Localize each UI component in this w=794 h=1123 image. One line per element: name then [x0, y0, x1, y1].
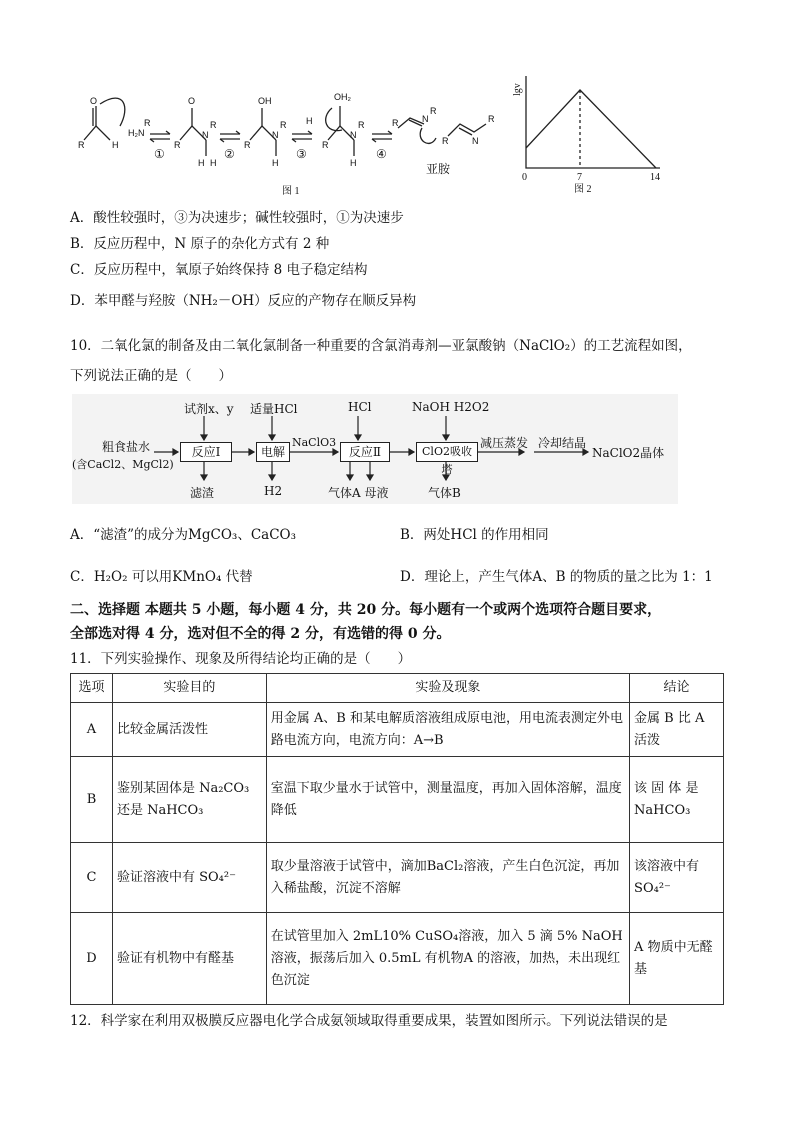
svg-text:H: H: [198, 158, 205, 168]
gas-a-mother-liquor-label: 气体A 母液: [328, 486, 389, 500]
naoh-h2o2-label: NaOH H2O2: [412, 400, 490, 414]
svg-text:H: H: [350, 158, 357, 168]
svg-text:O: O: [90, 96, 98, 106]
table-header-row: [71, 674, 724, 703]
process-flow-diagram: [72, 394, 678, 504]
row-d-purpose: 验证有机物中有醛基: [112, 913, 266, 1005]
table-row: [71, 703, 724, 757]
step-2-label: ②: [224, 147, 235, 161]
header-procedure: 实验及现象: [266, 674, 629, 703]
figure-1-caption: 图 1: [282, 186, 300, 197]
q9-option-d: D．苯甲醛与羟胺（NH₂－OH）反应的产物存在顺反异构: [70, 293, 417, 309]
hcl-label-2: HCl: [348, 400, 372, 414]
row-c-conclusion: 该溶液中有 SO₄²⁻: [630, 843, 724, 913]
imine-label: 亚胺: [426, 162, 451, 176]
svg-text:H: H: [306, 116, 313, 126]
svg-text:R: R: [144, 118, 151, 128]
lgv-plot: [510, 68, 670, 200]
figure-2-caption: 图 2: [574, 184, 592, 195]
header-conclusion: 结论: [630, 674, 724, 703]
evaporation-label: 减压蒸发: [480, 436, 529, 450]
svg-text:R: R: [280, 120, 287, 130]
gas-b-label: 气体B: [428, 486, 461, 500]
svg-text:R: R: [442, 136, 449, 146]
figure-2-plot: [510, 68, 670, 200]
electrolysis-box: 电解: [256, 442, 290, 462]
svg-text:N: N: [422, 114, 429, 124]
section2-heading-line1: 二、选择题 本题共 5 小题，每小题 4 分，共 20 分。每小题有一个或两个选项符合题目要求，: [70, 602, 662, 618]
svg-text:R: R: [430, 106, 437, 116]
absorber-box: ClO2吸收塔: [416, 442, 478, 462]
row-d-conclusion: A 物质中无醛基: [630, 913, 724, 1005]
figure-1-mechanism: [70, 68, 500, 200]
svg-text:R: R: [358, 120, 365, 130]
section2-heading-line2: 全部选对得 4 分，选对但不全的得 2 分，有选错的得 0 分。: [70, 626, 451, 642]
reagent-xy: 试剂x、y: [184, 402, 234, 416]
svg-text:N: N: [202, 130, 209, 140]
svg-text:R: R: [174, 140, 181, 150]
q10-option-a: A．“滤渣”的成分为MgCO₃、CaCO₃: [70, 527, 297, 543]
mechanism-diagram: [70, 68, 500, 200]
q9-option-b: B．反应历程中，N 原子的杂化方式有 2 种: [70, 236, 330, 252]
h2-label: H2: [264, 484, 283, 498]
svg-text:H: H: [272, 158, 279, 168]
svg-text:R: R: [210, 120, 217, 130]
table-row: [71, 757, 724, 843]
q10-stem-line1: 10．二氧化氯的制备及由二氧化氯制备一种重要的含氯消毒剂—亚氯酸钠（NaClO₂）的工艺流程如图，: [70, 338, 692, 354]
q10-option-c: C．H₂O₂ 可以用KMnO₄ 代替: [70, 569, 253, 585]
svg-text:R: R: [488, 114, 495, 124]
q12-stem: 12．科学家在利用双极膜反应器电化学合成氨领域取得重要成果，装置如图所示。下列说法错误的是: [70, 1013, 668, 1029]
step-4-label: ④: [376, 147, 387, 161]
q10-option-b: B．两处HCl 的作用相同: [400, 527, 549, 543]
svg-text:OH: OH: [258, 96, 272, 106]
filter-residue-label: 滤渣: [190, 486, 215, 500]
row-b-procedure: 室温下取少量水于试管中，测量温度，再加入固体溶解，温度降低: [266, 757, 629, 843]
reactor-1-box: 反应Ⅰ: [180, 442, 232, 462]
row-a-procedure: 用金属 A、B 和某电解质溶液组成原电池，用电流表测定外电路电流方向，电流方向：A→B: [266, 703, 629, 757]
x-tick-0: 0: [522, 172, 527, 183]
row-d-option: D: [71, 913, 113, 1005]
svg-text:R: R: [244, 140, 251, 150]
cooling-label: 冷却结晶: [538, 436, 587, 450]
row-a-purpose: 比较金属活泼性: [112, 703, 266, 757]
svg-text:R: R: [78, 140, 85, 150]
row-c-option: C: [71, 843, 113, 913]
q9-option-a: A．酸性较强时，③为决速步；碱性较强时，①为决速步: [70, 210, 404, 226]
q11-stem: 11．下列实验操作、现象及所得结论均正确的是（ ）: [70, 651, 412, 667]
row-b-purpose: 鉴别某固体是 Na₂CO₃ 还是 NaHCO₃: [112, 757, 266, 843]
q11-table: [70, 673, 724, 1005]
row-c-purpose: 验证溶液中有 SO₄²⁻: [112, 843, 266, 913]
svg-text:N: N: [472, 136, 479, 146]
table-row: [71, 843, 724, 913]
y-axis-label: lgv: [512, 83, 523, 96]
row-c-procedure: 取少量溶液于试管中，滴加BaCl₂溶液，产生白色沉淀，再加入稀盐酸，沉淀不溶解: [266, 843, 629, 913]
header-purpose: 实验目的: [112, 674, 266, 703]
q9-option-c: C．反应历程中，氧原子始终保持 8 电子稳定结构: [70, 262, 368, 278]
naclo3-label: NaClO3: [292, 436, 337, 449]
row-d-procedure: 在试管里加入 2mL10% CuSO₄溶液，加入 5 滴 5% NaOH 溶液，振荡后加入 0.5mL 有机物A 的溶液，加热，未出现红色沉淀: [266, 913, 629, 1005]
svg-text:R: R: [322, 140, 329, 150]
row-a-option: A: [71, 703, 113, 757]
x-tick-14: 14: [650, 172, 660, 183]
svg-text:H: H: [112, 140, 119, 150]
q10-stem-line2: 下列说法正确的是（ ）: [70, 368, 232, 384]
step-3-label: ③: [296, 147, 307, 161]
header-option: 选项: [71, 674, 113, 703]
svg-text:H₂N: H₂N: [128, 128, 145, 138]
product-label: NaClO2晶体: [592, 446, 665, 460]
row-b-conclusion: 该 固 体 是 NaHCO₃: [630, 757, 724, 843]
hcl-label-1: 适量HCl: [250, 402, 298, 416]
step-1-label: ①: [154, 147, 165, 161]
row-a-conclusion: 金属 B 比 A 活泼: [630, 703, 724, 757]
svg-text:O: O: [188, 96, 196, 106]
flow-input: 粗食盐水: [102, 440, 151, 454]
svg-text:R: R: [392, 118, 399, 128]
table-row: [71, 913, 724, 1005]
x-tick-7: 7: [577, 172, 582, 183]
reactor-2-box: 反应Ⅱ: [340, 442, 390, 462]
svg-text:H: H: [210, 158, 217, 168]
flow-input-note: (含CaCl2、MgCl2): [72, 458, 174, 471]
svg-text:N: N: [272, 130, 279, 140]
q10-option-d: D．理论上，产生气体A、B 的物质的量之比为 1：1: [400, 569, 713, 585]
svg-text:N: N: [350, 130, 357, 140]
row-b-option: B: [71, 757, 113, 843]
svg-text:OH₂: OH₂: [334, 92, 351, 102]
